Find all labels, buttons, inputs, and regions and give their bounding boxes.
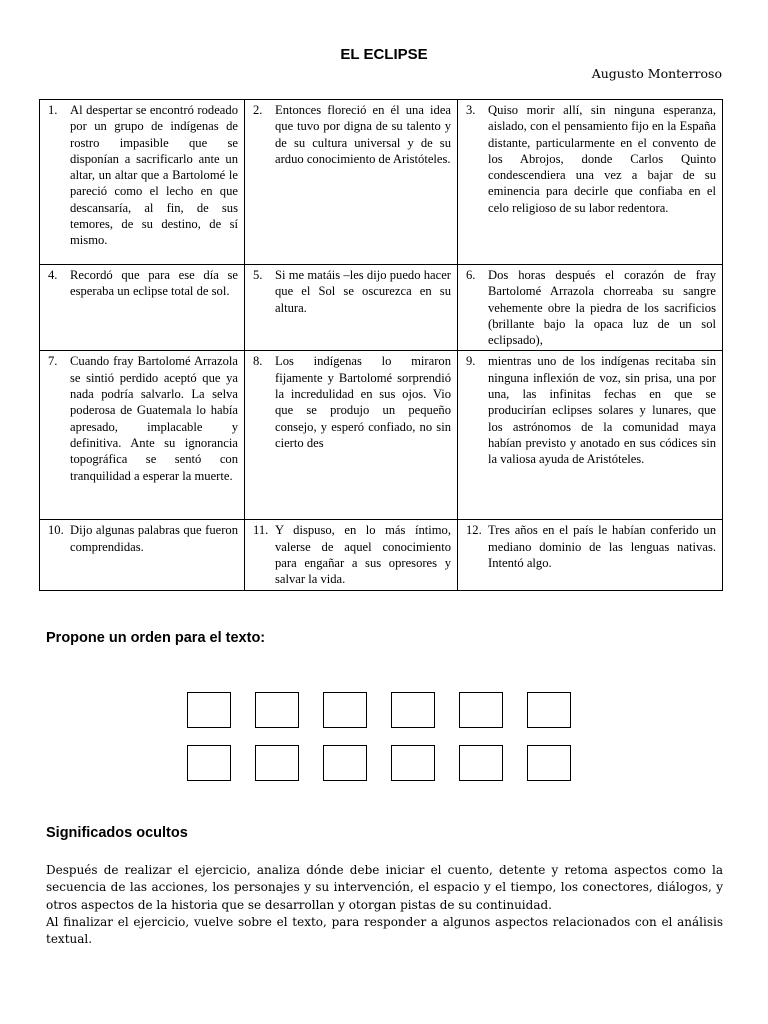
fragment-cell bbox=[458, 351, 723, 520]
fragment-number: 1. bbox=[48, 103, 58, 117]
author-name: Augusto Monterroso bbox=[591, 66, 722, 81]
table-row bbox=[40, 265, 723, 351]
fragment-number: 4. bbox=[48, 268, 58, 282]
instructions-paragraph bbox=[46, 862, 723, 948]
fragment-text: Tres años en el país le habían conferido un mediano dominio de las lenguas nativas. Intentó algo. bbox=[488, 523, 716, 571]
fragment-number: 7. bbox=[48, 354, 58, 369]
order-answer-box[interactable] bbox=[459, 745, 503, 781]
fragment-number: 12. bbox=[466, 523, 482, 538]
instructions-text-2: Al finalizar el ejercicio, vuelve sobre el texto, para responder a algunos aspectos relacionados con el análisis textual. bbox=[46, 914, 723, 947]
fragment-cell bbox=[458, 265, 723, 351]
fragment-cell bbox=[40, 520, 245, 590]
order-boxes-row-1 bbox=[187, 692, 587, 728]
order-answer-box[interactable] bbox=[187, 692, 231, 728]
fragment-cell bbox=[458, 520, 723, 590]
fragment-text: Al despertar se encontró rodeado por un grupo de indígenas de rostro impasible que se disponían a sacrificarlo ante un altar, un altar que a Bartolomé le pareció como el lecho en que descansaría, al fin, de sus temores, de su destino, de sí mismo. bbox=[70, 103, 238, 248]
fragment-text: mientras uno de los indígenas recitaba sin ninguna inflexión de voz, sin prisa, una por una, las infinitas fechas en que se producirían eclipses solares y lunares, que los astrónomos de la comunidad maya habían previsto y anotado en sus códices sin la valiosa ayuda de Aristóteles. bbox=[488, 354, 716, 467]
fragment-number: 9. bbox=[466, 354, 476, 369]
fragments-table bbox=[39, 99, 723, 591]
order-answer-box[interactable] bbox=[391, 745, 435, 781]
order-answer-box[interactable] bbox=[255, 745, 299, 781]
fragment-number: 8. bbox=[253, 354, 263, 369]
order-answer-box[interactable] bbox=[459, 692, 503, 728]
order-answer-box[interactable] bbox=[527, 745, 571, 781]
order-answer-box[interactable] bbox=[255, 692, 299, 728]
order-answer-box[interactable] bbox=[391, 692, 435, 728]
order-boxes-row-2 bbox=[187, 745, 587, 781]
fragment-number: 3. bbox=[466, 103, 476, 117]
table-row bbox=[40, 100, 723, 265]
fragment-cell bbox=[245, 520, 458, 590]
fragment-cell bbox=[245, 100, 458, 265]
fragment-text: Entonces floreció en él una idea que tuvo por digna de su talento y de su cultura universal y de su arduo conocimiento de Aristóteles. bbox=[275, 103, 451, 166]
table-row bbox=[40, 520, 723, 590]
order-answer-box[interactable] bbox=[187, 745, 231, 781]
fragment-text: Los indígenas lo miraron fijamente y Bartolomé sorprendió la incredulidad en sus ojos. Vio que se produjo un pequeño consejo, y esperó confiado, no sin cierto des bbox=[275, 354, 451, 450]
fragment-text: Y dispuso, en lo más íntimo, valerse de aquel conocimiento para engañar a sus opresores y salvar la vida. bbox=[275, 523, 451, 587]
fragment-text: Dos horas después el corazón de fray Bartolomé Arrazola chorreaba su sangre vehemente obre la piedra de los sacrificios (brillante bajo la opaca luz de un sol eclipsado), bbox=[488, 268, 716, 348]
fragment-text: Recordó que para ese día se esperaba un eclipse total de sol. bbox=[70, 268, 238, 299]
fragment-number: 2. bbox=[253, 103, 263, 117]
fragment-cell bbox=[458, 100, 723, 265]
fragment-cell bbox=[40, 351, 245, 520]
table-row bbox=[40, 351, 723, 520]
fragment-text: Quiso morir allí, sin ninguna esperanza, aislado, con el pensamiento fijo en la España distante, particularmente en el convento de los Abrojos, donde Carlos Quinto condescendiera una vez a bajar de su eminencia para decirle que confiaba en el celo religioso de su labor redentora. bbox=[488, 103, 716, 215]
hidden-meanings-heading: Significados ocultos bbox=[46, 825, 188, 841]
order-heading: Propone un orden para el texto: bbox=[46, 630, 266, 646]
fragment-number: 11. bbox=[253, 523, 269, 538]
order-answer-box[interactable] bbox=[323, 692, 367, 728]
order-answer-box[interactable] bbox=[323, 745, 367, 781]
fragment-number: 10. bbox=[48, 523, 64, 538]
fragment-number: 5. bbox=[253, 268, 263, 282]
instructions-text-1: Después de realizar el ejercicio, analiza dónde debe iniciar el cuento, detente y retoma aspectos como la secuencia de las acciones, los personajes y su intervención, el espacio y el tiempo, los conectores, diálogos, y otros aspectos de la historia que se desarrollan y otorgan pistas de su continuidad. bbox=[46, 863, 723, 912]
fragment-cell bbox=[40, 265, 245, 351]
fragment-cell bbox=[40, 100, 245, 265]
fragment-cell bbox=[245, 265, 458, 351]
fragment-text: Si me matáis –les dijo puedo hacer que el Sol se oscurezca en su altura. bbox=[275, 268, 451, 315]
fragment-text: Cuando fray Bartolomé Arrazola se sintió perdido aceptó que ya nada podría salvarlo. La selva poderosa de Guatemala lo había apresado, implacable y definitiva. Ante su ignorancia topográfica se sentó con tranquilidad a esperar la muerte. bbox=[70, 354, 238, 483]
fragment-cell bbox=[245, 351, 458, 520]
document-title: EL ECLIPSE bbox=[340, 46, 428, 63]
order-answer-box[interactable] bbox=[527, 692, 571, 728]
fragment-text: Dijo algunas palabras que fueron comprendidas. bbox=[70, 523, 238, 554]
fragment-number: 6. bbox=[466, 268, 476, 282]
